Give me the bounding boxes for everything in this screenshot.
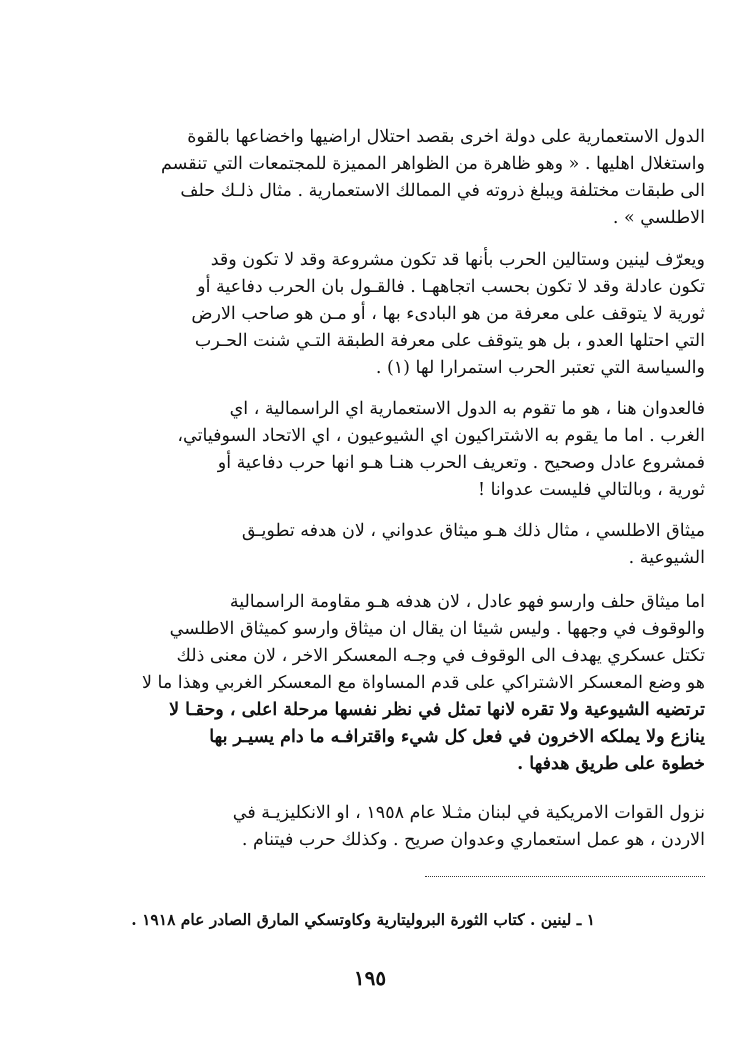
- text-line: التي احتلها العدو ، بل هو يتوقف على معرفة الطبقة التـي شنت الحـرب: [194, 331, 705, 351]
- paragraph-2: [100, 247, 705, 382]
- text-line: والوقوف في وجهها . وليس شيئا ان يقال ان ميثاق وارسو كميثاق الاطلسي: [169, 619, 705, 639]
- text-line: الاردن ، هو عمل استعماري وعدوان صريح . وكذلك حرب فيتنام .: [241, 830, 705, 850]
- bold-text-line: ينازع ولا يملكه الاخرون في فعل كل شيء واقترافـه ما دام يسيـر بها: [209, 727, 705, 747]
- text-line: ميثاق الاطلسي ، مثال ذلك هـو ميثاق عدواني ، لان هدفه تطويـق: [241, 521, 705, 541]
- text-line: ويعرّف لينين وستالين الحرب بأنها قد تكون مشروعة وقد لا تكون وقد: [210, 250, 705, 270]
- text-line: نزول القوات الامريكية في لبنان مثـلا عام ١٩٥٨ ، او الانكليزيـة في: [232, 803, 705, 823]
- text-line: الغرب . اما ما يقوم به الاشتراكيون اي الشيوعيون ، اي الاتحاد السوفياتي،: [177, 426, 705, 446]
- text-line: والسياسة التي تعتبر الحرب استمرارا لها (١) .: [375, 358, 705, 378]
- text-line: واستغلال اهليها . « وهو ظاهرة من الظواهر المميزة للمجتمعات التي تنقسم: [161, 154, 705, 174]
- text-line: تكتل عسكري يهدف الى الوقوف في وجـه المعسكر الاخر ، لان معنى ذلك: [176, 646, 705, 666]
- page-number: ١٩٥: [353, 966, 387, 990]
- text-line: فالعدوان هنا ، هو ما تقوم به الدول الاستعمارية اي الراسمالية ، اي: [229, 399, 705, 419]
- paragraph-5: [100, 589, 705, 778]
- paragraph-4: [100, 518, 705, 572]
- text-line: الشيوعية .: [628, 548, 705, 568]
- text-line: الى طبقات مختلفة ويبلغ ذروته في الممالك الاستعمارية . مثال ذلـك حلف: [180, 181, 705, 201]
- text-line: ثورية ، وبالتالي فليست عدوانا !: [477, 480, 705, 500]
- text-line: فمشروع عادل وصحيح . وتعريف الحرب هنـا هـو انها حرب دفاعية أو: [217, 453, 705, 473]
- text-line: الدول الاستعمارية على دولة اخرى بقصد احتلال اراضيها واخضاعها بالقوة: [187, 127, 705, 147]
- bold-text-line: خطوة على طريق هدفها .: [517, 754, 705, 774]
- paragraph-1: [100, 124, 705, 232]
- text-line: اما ميثاق حلف وارسو فهو عادل ، لان هدفه هـو مقاومة الراسمالية: [229, 592, 705, 612]
- paragraph-3: [100, 396, 705, 504]
- bold-text-line: ترتضيه الشيوعية ولا تقره لانها تمثل في نظر نفسها مرحلة اعلى ، وحقـا لا: [169, 700, 705, 720]
- footnote-divider: [425, 876, 705, 877]
- text-line: تكون عادلة وقد لا تكون بحسب اتجاههـا . فالقـول بان الحرب دفاعية أو: [197, 277, 705, 297]
- paragraph-6: [100, 800, 705, 854]
- footnote: ١ ـ لينين . كتاب الثورة البروليتارية وكاوتسكي المارق الصادر عام ١٩١٨ .: [131, 910, 595, 929]
- text-line: هو وضع المعسكر الاشتراكي على قدم المساواة مع المعسكر الغربي وهذا ما لا: [141, 673, 705, 693]
- text-line: الاطلسي » .: [612, 208, 705, 228]
- text-line: ثورية لا يتوقف على معرفة من هو البادىء بها ، أو مـن هو صاحب الارض: [191, 304, 705, 324]
